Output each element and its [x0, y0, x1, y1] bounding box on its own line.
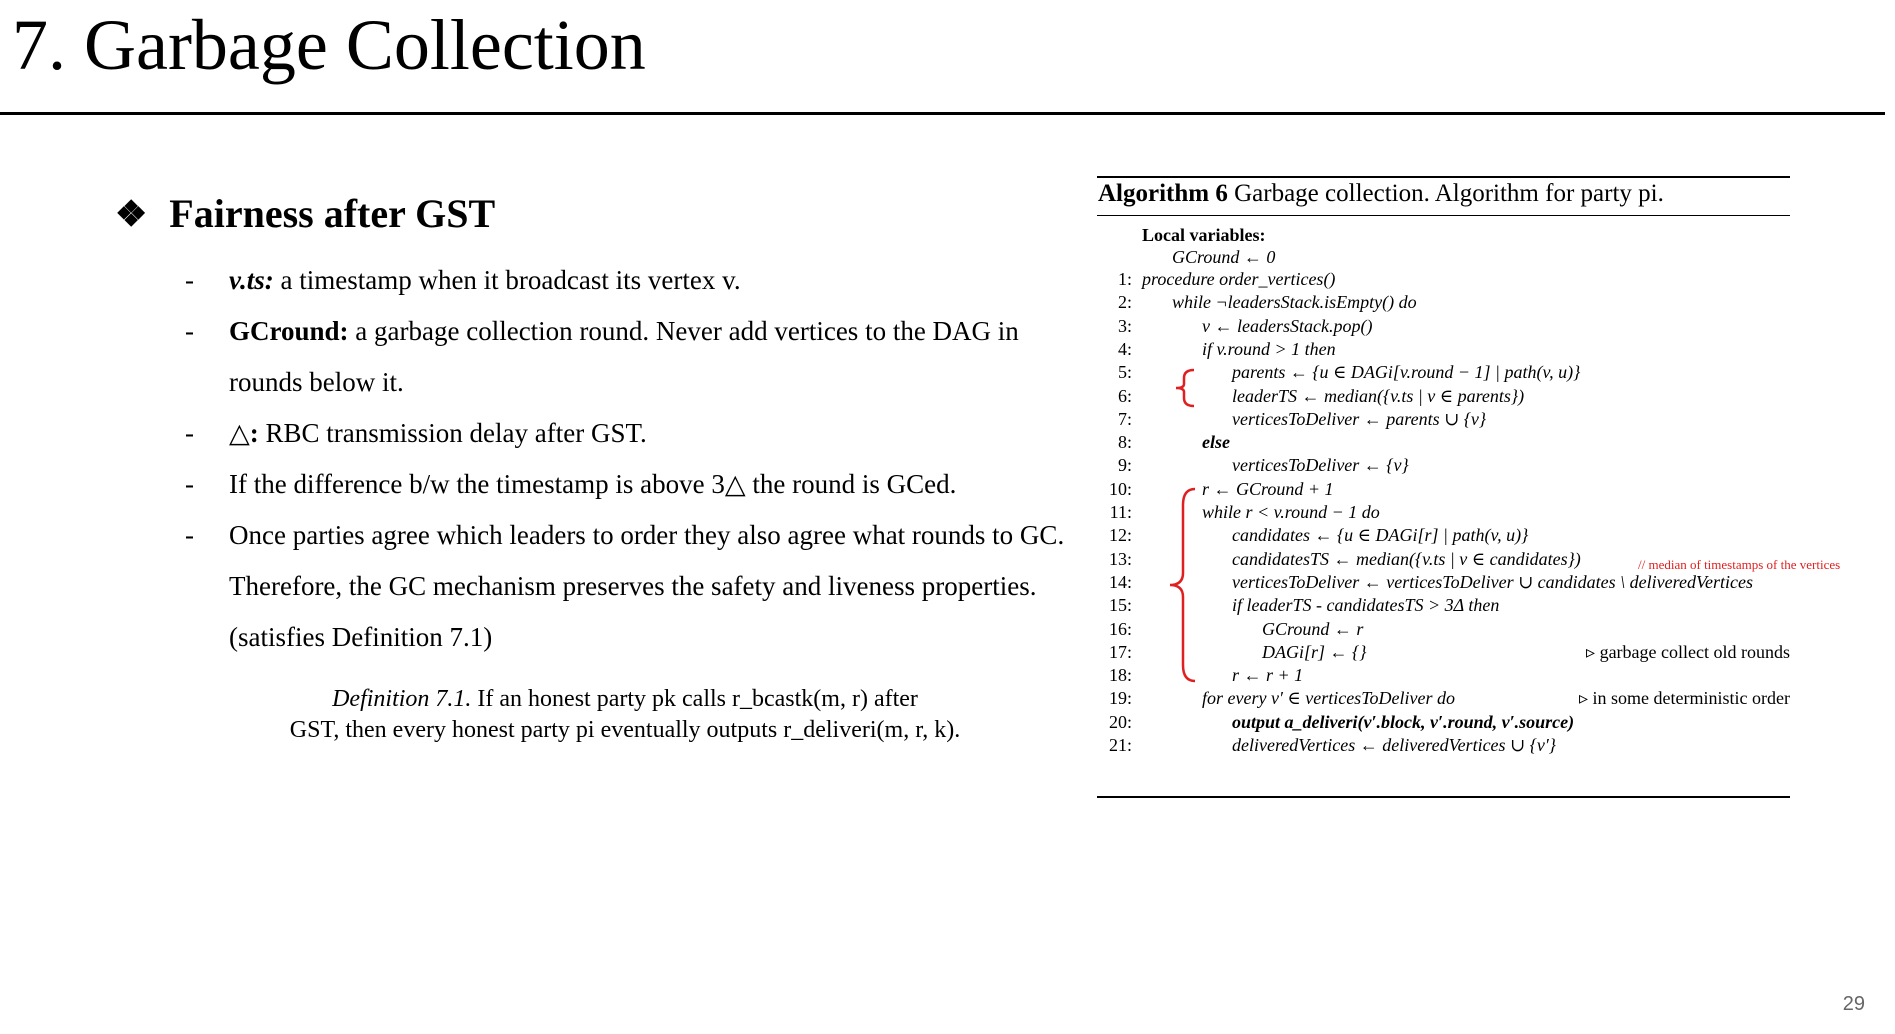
bullet-text: Once parties agree which leaders to order they also agree what rounds to GC. Therefore, the GC mechanism preserves the safety and liveness properties. (satisfies Definition 7.1) [229, 520, 1065, 652]
line-number: 14: [1108, 571, 1132, 592]
algorithm-line [1097, 268, 1790, 290]
bullet-term: △: [229, 418, 259, 448]
line-code: r ← r + 1 [1232, 665, 1304, 686]
list-item [185, 510, 1095, 663]
definition-line1: If an honest party pk calls r_bcastk(m, r) after [477, 686, 918, 712]
local-vars-label-line [1097, 224, 1790, 246]
line-number: 21: [1108, 735, 1132, 755]
line-number: 9: [1117, 455, 1132, 476]
line-number: 5: [1117, 362, 1132, 383]
section-heading-text: Fairness after GST [169, 191, 496, 236]
line-code: r ← GCround + 1 [1202, 478, 1334, 499]
algorithm-line [1097, 687, 1790, 709]
line-number: 8: [1117, 432, 1132, 453]
algorithm-caption [1098, 180, 1664, 208]
line-code: deliveredVertices ← deliveredVertices ∪ {v′} [1232, 735, 1556, 755]
line-number: 2: [1117, 292, 1132, 313]
algorithm-bottom-rule [1097, 796, 1790, 798]
bullet-term: v.ts: [229, 265, 274, 295]
bullet-dash: - [185, 520, 194, 550]
list-item [185, 255, 1095, 306]
red-brace-large [1165, 487, 1201, 683]
list-item [185, 459, 1095, 510]
line-code: verticesToDeliver ← parents ∪ {v} [1232, 408, 1487, 429]
line-number: 7: [1117, 408, 1132, 429]
line-number: 17: [1108, 641, 1132, 662]
list-item [185, 306, 1095, 408]
line-code: verticesToDeliver ← {v} [1232, 455, 1409, 476]
page-number: 29 [1842, 993, 1865, 1015]
algorithm-label: Algorithm 6 [1098, 180, 1228, 207]
bullet-dash: - [185, 469, 194, 499]
line-number: 15: [1108, 595, 1132, 616]
line-number: 4: [1117, 338, 1132, 359]
algorithm-caption-rule [1097, 215, 1790, 216]
algorithm-caption-text: Garbage collection. Algorithm for party pi. [1234, 180, 1664, 207]
line-code: leaderTS ← median({v.ts | v ∈ parents}) [1232, 385, 1525, 406]
bullet-dash: - [185, 265, 194, 295]
line-code: while r < v.round − 1 do [1202, 502, 1380, 522]
definition-block [265, 684, 985, 746]
algorithm-line [1097, 431, 1790, 453]
median-annotation: // median of timestamps of the vertices [1638, 557, 1841, 572]
bullet-text: a garbage collection round. Never add vertices to the DAG in rounds below it. [229, 316, 1019, 397]
line-number: 10: [1108, 478, 1132, 499]
algorithm-top-rule [1097, 176, 1790, 178]
line-code: candidatesTS ← median({v.ts | v ∈ candidates}) [1232, 548, 1581, 569]
title-divider [0, 112, 1885, 115]
bullet-dash: - [185, 418, 194, 448]
list-item [185, 408, 1095, 459]
line-comment: ▹ in some deterministic order [1579, 688, 1790, 709]
line-code: procedure order_vertices() [1142, 269, 1336, 289]
line-code: parents ← {u ∈ DAGi[v.round − 1] | path(v, u)} [1232, 362, 1581, 383]
algorithm-line [1097, 361, 1790, 383]
line-number: 3: [1117, 315, 1132, 336]
line-number: 12: [1108, 525, 1132, 546]
line-number: 19: [1108, 688, 1132, 709]
line-number: 11: [1109, 502, 1132, 522]
line-number: 16: [1108, 618, 1132, 639]
bullet-text: RBC transmission delay after GST. [258, 418, 647, 448]
algorithm-line [1097, 454, 1790, 476]
diamond-bullet-icon: ❖ [115, 193, 148, 234]
bullet-dash: - [185, 316, 194, 346]
line-code: output a_deliveri(v′.block, v′.round, v′.source) [1232, 711, 1575, 732]
algorithm-line [1097, 291, 1790, 313]
line-code: for every v′ ∈ verticesToDeliver do [1202, 688, 1456, 709]
slide-title: 7. Garbage Collection [12, 5, 646, 85]
line-code: v ← leadersStack.pop() [1202, 315, 1373, 336]
bullet-text: a timestamp when it broadcast its vertex v. [273, 265, 741, 295]
algorithm-line [1097, 711, 1790, 733]
local-vars-value: GCround ← 0 [1172, 247, 1276, 267]
line-code: if leaderTS - candidatesTS > 3Δ then [1232, 595, 1500, 616]
line-code: candidates ← {u ∈ DAGi[r] | path(v, u)} [1232, 525, 1529, 546]
algorithm-line [1097, 338, 1790, 360]
line-code: DAGi[r] ← {} [1262, 641, 1367, 662]
line-code: verticesToDeliver ← verticesToDeliver ∪ candidates \ deliveredVertices [1232, 571, 1753, 592]
definition-label: Definition 7.1. [332, 686, 472, 712]
algorithm-line [1097, 734, 1790, 756]
bullet-text: If the difference b/w the timestamp is above 3△ the round is GCed. [229, 469, 957, 499]
red-brace-small [1172, 368, 1200, 408]
bullet-term: GCround: [229, 316, 349, 346]
line-code: else [1202, 432, 1230, 453]
line-code: GCround ← r [1262, 618, 1364, 639]
line-code: while ¬leadersStack.isEmpty() do [1172, 292, 1417, 313]
line-code: if v.round > 1 then [1202, 338, 1336, 359]
definition-line2: GST, then every honest party pi eventually outputs r_deliveri(m, r, k). [289, 717, 961, 743]
line-number: 6: [1117, 385, 1132, 406]
line-number: 1: [1117, 269, 1132, 289]
local-vars-line [1097, 246, 1790, 268]
line-comment: ▹ garbage collect old rounds [1586, 641, 1790, 662]
line-number: 20: [1108, 711, 1132, 732]
line-number: 18: [1108, 665, 1132, 686]
bullet-list [185, 255, 1095, 663]
local-vars-label: Local variables: [1142, 225, 1266, 245]
algorithm-line [1097, 408, 1790, 430]
algorithm-line [1097, 385, 1790, 407]
section-heading [115, 190, 495, 237]
algorithm-line [1097, 315, 1790, 337]
line-number: 13: [1108, 548, 1132, 569]
